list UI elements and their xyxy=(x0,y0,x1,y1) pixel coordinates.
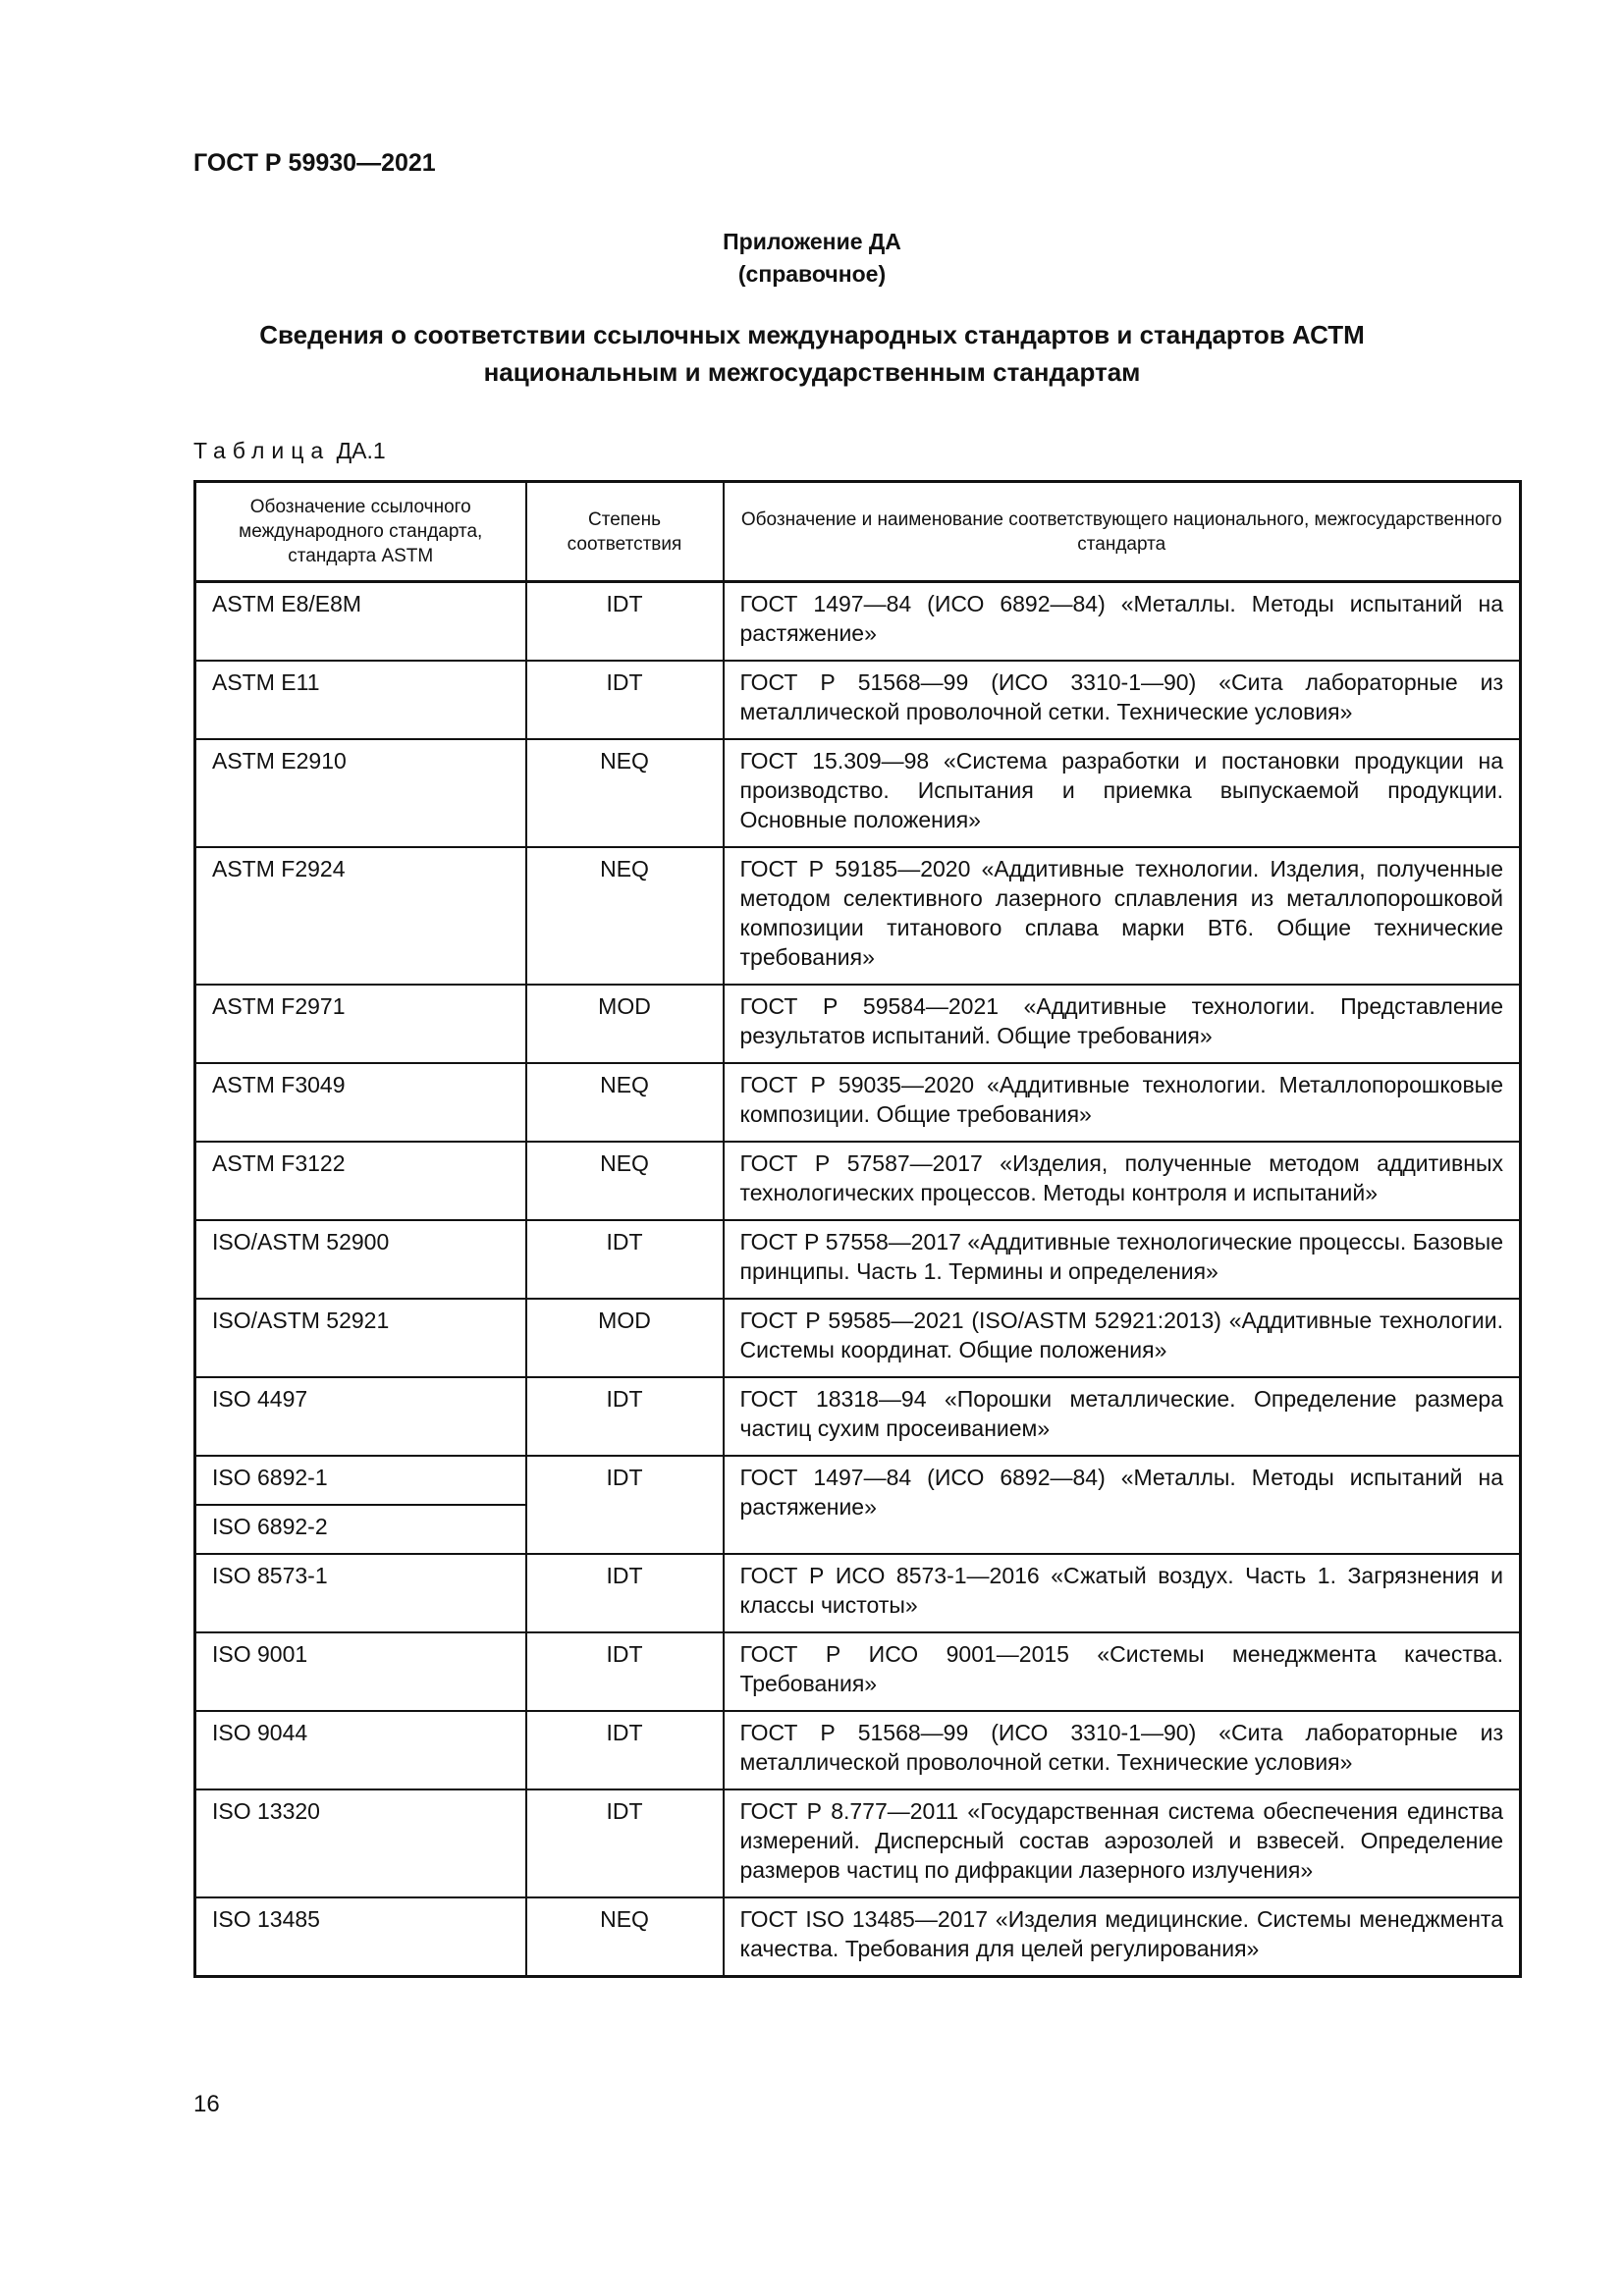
reference-standard-cell: ASTM F3049 xyxy=(195,1063,526,1142)
table-row xyxy=(195,1142,1521,1220)
national-standard-cell: ГОСТ Р 57558—2017 «Аддитивные технологические процессы. Базовые принципы. Часть 1. Термины и определения» xyxy=(724,1220,1521,1299)
document-code: ГОСТ Р 59930—2021 xyxy=(193,149,436,177)
table-row xyxy=(195,661,1521,739)
page-number: 16 xyxy=(193,2091,220,2117)
table-caption xyxy=(193,438,386,464)
reference-standard-cell: ASTM E11 xyxy=(195,661,526,739)
reference-standard-cell: ASTM F3122 xyxy=(195,1142,526,1220)
reference-standard-cell: ISO 6892-1 xyxy=(195,1456,526,1505)
degree-cell: NEQ xyxy=(526,1142,724,1220)
reference-standard-cell: ISO 8573-1 xyxy=(195,1554,526,1632)
national-standard-cell: ГОСТ Р ИСО 9001—2015 «Системы менеджмента качества. Требования» xyxy=(724,1632,1521,1711)
table-row xyxy=(195,1456,1521,1505)
table-header-row xyxy=(195,482,1521,582)
national-standard-cell: ГОСТ Р 51568—99 (ИСО 3310-1—90) «Сита лабораторные из металлической проволочной сетки. Технические условия» xyxy=(724,1711,1521,1789)
table-row xyxy=(195,847,1521,985)
national-standard-cell: ГОСТ ISO 13485—2017 «Изделия медицинские. Системы менеджмента качества. Требования для целей регулирования» xyxy=(724,1897,1521,1977)
table-row xyxy=(195,1377,1521,1456)
reference-standard-cell: ISO 4497 xyxy=(195,1377,526,1456)
degree-cell: IDT xyxy=(526,582,724,662)
table-row xyxy=(195,1220,1521,1299)
reference-standard-cell: ASTM F2971 xyxy=(195,985,526,1063)
reference-standard-cell: ISO 9044 xyxy=(195,1711,526,1789)
degree-cell: IDT xyxy=(526,1377,724,1456)
degree-cell: MOD xyxy=(526,985,724,1063)
reference-standard-cell: ISO 13320 xyxy=(195,1789,526,1897)
reference-standard-cell: ASTM F2924 xyxy=(195,847,526,985)
table-body xyxy=(195,582,1521,1977)
header-national-standard: Обозначение и наименование соответствующего национального, межгосударственного стандарта xyxy=(724,482,1521,582)
degree-cell: IDT xyxy=(526,661,724,739)
national-standard-cell: ГОСТ Р ИСО 8573-1—2016 «Сжатый воздух. Часть 1. Загрязнения и классы чистоты» xyxy=(724,1554,1521,1632)
section-title-line-2: национальным и межгосударственным стандартам xyxy=(483,357,1141,387)
degree-cell: NEQ xyxy=(526,847,724,985)
degree-cell: IDT xyxy=(526,1711,724,1789)
national-standard-cell: ГОСТ Р 59035—2020 «Аддитивные технологии. Металлопорошковые композиции. Общие требования» xyxy=(724,1063,1521,1142)
reference-standard-cell: ASTM E8/E8M xyxy=(195,582,526,662)
national-standard-cell: ГОСТ Р 59584—2021 «Аддитивные технологии. Представление результатов испытаний. Общие требования» xyxy=(724,985,1521,1063)
degree-cell: IDT xyxy=(526,1789,724,1897)
degree-cell: IDT xyxy=(526,1554,724,1632)
header-reference-standard: Обозначение ссылочного международного стандарта, стандарта ASTM xyxy=(195,482,526,582)
degree-cell: IDT xyxy=(526,1456,724,1554)
standards-table xyxy=(193,480,1522,1978)
table-row xyxy=(195,985,1521,1063)
degree-cell: MOD xyxy=(526,1299,724,1377)
reference-standard-cell: ASTM E2910 xyxy=(195,739,526,847)
national-standard-cell: ГОСТ Р 51568—99 (ИСО 3310-1—90) «Сита лабораторные из металлической проволочной сетки. Технические условия» xyxy=(724,661,1521,739)
table-row xyxy=(195,1063,1521,1142)
table-caption-word: Таблица xyxy=(193,438,331,463)
table-row xyxy=(195,582,1521,662)
section-title xyxy=(196,316,1428,391)
table-row xyxy=(195,739,1521,847)
reference-standard-cell: ISO/ASTM 52921 xyxy=(195,1299,526,1377)
degree-cell: NEQ xyxy=(526,1063,724,1142)
national-standard-cell: ГОСТ Р 8.777—2011 «Государственная система обеспечения единства измерений. Дисперсный состав аэрозолей и взвесей. Определение размеров частиц по дифракции лазерного излучения» xyxy=(724,1789,1521,1897)
degree-cell: NEQ xyxy=(526,739,724,847)
annex-heading xyxy=(0,226,1624,291)
national-standard-cell: ГОСТ 18318—94 «Порошки металлические. Определение размера частиц сухим просеиванием» xyxy=(724,1377,1521,1456)
degree-cell: IDT xyxy=(526,1220,724,1299)
reference-standard-cell: ISO 6892-2 xyxy=(195,1505,526,1554)
degree-cell: IDT xyxy=(526,1632,724,1711)
table-caption-id: ДА.1 xyxy=(336,438,386,463)
national-standard-cell: ГОСТ Р 59585—2021 (ISO/ASTM 52921:2013) «Аддитивные технологии. Системы координат. Общие положения» xyxy=(724,1299,1521,1377)
national-standard-cell: ГОСТ Р 59185—2020 «Аддитивные технологии. Изделия, полученные методом селективного лазерного сплавления из металлопорошковой композиции титанового сплава марки ВТ6. Общие технические требования» xyxy=(724,847,1521,985)
reference-standard-cell: ISO 9001 xyxy=(195,1632,526,1711)
national-standard-cell: ГОСТ Р 57587—2017 «Изделия, полученные методом аддитивных технологических процессов. Методы контроля и испытаний» xyxy=(724,1142,1521,1220)
annex-subtitle: (справочное) xyxy=(737,261,887,287)
national-standard-cell: ГОСТ 15.309—98 «Система разработки и постановки продукции на производство. Испытания и приемка выпускаемой продукции. Основные положения» xyxy=(724,739,1521,847)
annex-title: Приложение ДА xyxy=(723,229,901,254)
national-standard-cell: ГОСТ 1497—84 (ИСО 6892—84) «Металлы. Методы испытаний на растяжение» xyxy=(724,1456,1521,1554)
reference-standard-cell: ISO/ASTM 52900 xyxy=(195,1220,526,1299)
table-row xyxy=(195,1554,1521,1632)
national-standard-cell: ГОСТ 1497—84 (ИСО 6892—84) «Металлы. Методы испытаний на растяжение» xyxy=(724,582,1521,662)
reference-standard-cell: ISO 13485 xyxy=(195,1897,526,1977)
table-row xyxy=(195,1632,1521,1711)
degree-cell: NEQ xyxy=(526,1897,724,1977)
table-row xyxy=(195,1711,1521,1789)
table-row xyxy=(195,1897,1521,1977)
table-row xyxy=(195,1789,1521,1897)
section-title-line-1: Сведения о соответствии ссылочных международных стандартов и стандартов АСТМ xyxy=(259,320,1365,349)
header-degree: Степень соответствия xyxy=(526,482,724,582)
table-row xyxy=(195,1299,1521,1377)
